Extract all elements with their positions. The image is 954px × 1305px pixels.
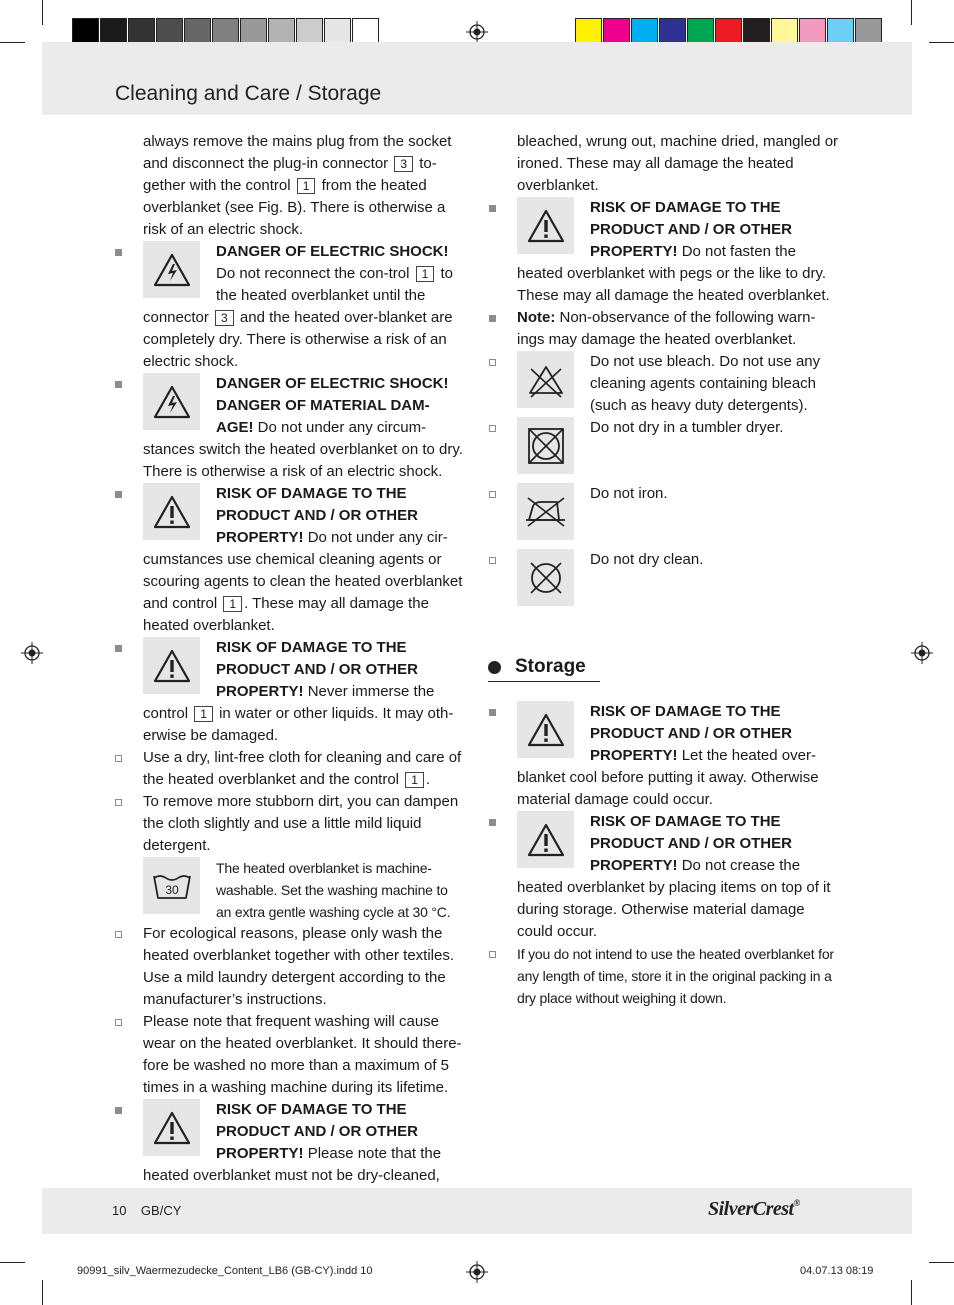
part-ref: 1 bbox=[416, 266, 435, 282]
warning-item: DANGER OF ELECTRIC SHOCK! Do not reconnect the con-trol 1 to the heated overblanket until the connector 3 and the heated over-blanket are completely dry. There is otherwise a risk of an electric shock. bbox=[143, 241, 466, 373]
bullet bbox=[489, 425, 496, 432]
warning-icon bbox=[152, 648, 192, 684]
part-ref: 3 bbox=[215, 310, 234, 326]
no-bleach-icon bbox=[525, 361, 567, 399]
file-slug: 90991_silv_Waermezudecke_Content_LB6 (GB-CY).indd 10 bbox=[77, 1265, 373, 1277]
warning-icon bbox=[152, 494, 192, 530]
bullet bbox=[489, 951, 496, 958]
crop-mark bbox=[929, 1262, 954, 1263]
part-ref: 1 bbox=[223, 596, 242, 612]
list-item: Use a dry, lint-free cloth for cleaning and care of the heated overblanket and the control 1 . bbox=[143, 747, 466, 791]
bullet bbox=[489, 819, 496, 826]
wash-30-icon bbox=[151, 871, 193, 901]
part-ref: 1 bbox=[297, 178, 316, 194]
part-ref: 1 bbox=[194, 706, 213, 722]
bullet bbox=[115, 1019, 122, 1026]
warning-item: RISK OF DAMAGE TO THE PRODUCT AND / OR OTHER PROPERTY! Please note that the heated overblanket must not be dry-cleaned, bbox=[143, 1099, 466, 1187]
warning-icon bbox=[526, 822, 566, 858]
warning-item: DANGER OF ELECTRIC SHOCK! DANGER OF MATERIAL DAM-AGE! Do not under any circum-stances switch the heated overblanket on to dry. There is otherwise a risk of an electric shock. bbox=[143, 373, 466, 483]
bullet bbox=[489, 491, 496, 498]
page-number: 10 GB/CY bbox=[112, 1203, 182, 1218]
registration-mark-icon bbox=[466, 21, 488, 43]
crop-mark bbox=[929, 42, 954, 43]
care-symbol-item: Do not use bleach. Do not use any cleaning agents containing bleach (such as heavy duty detergents). bbox=[517, 351, 840, 417]
no-tumble-dry-icon bbox=[525, 425, 567, 467]
warning-item: RISK OF DAMAGE TO THE PRODUCT AND / OR OTHER PROPERTY! Do not under any cir-cumstances use chemical cleaning agents or scouring agents to clean the heated overblanket and control 1 . These may all damage the heated overblanket. bbox=[143, 483, 466, 637]
crop-mark bbox=[911, 0, 912, 25]
bullet bbox=[489, 709, 496, 716]
bullet bbox=[489, 315, 496, 322]
bullet bbox=[489, 557, 496, 564]
registration-mark-icon bbox=[21, 642, 43, 664]
warning-icon bbox=[152, 1110, 192, 1146]
warning-item: RISK OF DAMAGE TO THE PRODUCT AND / OR OTHER PROPERTY! Do not crease the heated overblanket by placing items on top of it during storage. Otherwise material damage could occur. bbox=[517, 811, 840, 943]
list-item: If you do not intend to use the heated overblanket for any length of time, store it in the original packing in a dry place without weighing it down. bbox=[517, 943, 840, 1009]
list-item: For ecological reasons, please only wash the heated overblanket together with other textiles. Use a mild laundry detergent according to the manufacturer’s instructions. bbox=[143, 923, 466, 1011]
no-dry-clean-icon bbox=[525, 557, 567, 599]
heading-bullet bbox=[488, 661, 501, 674]
care-symbol-item: Do not dry clean. bbox=[517, 549, 840, 615]
intro-paragraph: always remove the mains plug from the socket and disconnect the plug-in connector 3 to-gether with the control 1 from the heated overblanket (see Fig. B). There is otherwise a risk of an electric shock. bbox=[143, 133, 452, 238]
bullet bbox=[115, 491, 122, 498]
bullet bbox=[115, 381, 122, 388]
warning-icon bbox=[526, 208, 566, 244]
part-ref: 1 bbox=[405, 772, 424, 788]
warning-item: RISK OF DAMAGE TO THE PRODUCT AND / OR OTHER PROPERTY! Never immerse the control 1 in water or other liquids. It may oth-erwise be damaged. bbox=[143, 637, 466, 747]
warning-icon bbox=[526, 712, 566, 748]
crop-mark bbox=[911, 1280, 912, 1305]
bullet bbox=[115, 645, 122, 652]
list-item: To remove more stubborn dirt, you can dampen the cloth slightly and use a little mild liquid detergent. bbox=[143, 791, 466, 857]
bullet bbox=[115, 799, 122, 806]
crop-mark bbox=[0, 1262, 25, 1263]
storage-heading: Storage bbox=[488, 656, 586, 678]
page-title: Cleaning and Care / Storage bbox=[115, 82, 382, 105]
left-column bbox=[143, 131, 466, 1187]
date-slug: 04.07.13 08:19 bbox=[800, 1265, 874, 1277]
electric-hazard-icon bbox=[152, 384, 192, 420]
bullet bbox=[115, 755, 122, 762]
storage-section bbox=[517, 701, 840, 1009]
bullet bbox=[489, 205, 496, 212]
care-symbol-item: Do not dry in a tumbler dryer. bbox=[517, 417, 840, 483]
list-item: Please note that frequent washing will cause wear on the heated overblanket. It should there-fore be washed no more than a maximum of 5 times in a washing machine during its lifetime. bbox=[143, 1011, 466, 1099]
warning-item: RISK OF DAMAGE TO THE PRODUCT AND / OR OTHER PROPERTY! Let the heated over-blanket cool before putting it away. Otherwise material damage could occur. bbox=[517, 701, 840, 811]
crop-mark bbox=[42, 1280, 43, 1305]
bullet bbox=[489, 359, 496, 366]
heading-underline bbox=[488, 681, 600, 682]
bullet bbox=[115, 931, 122, 938]
care-symbol-item: Do not iron. bbox=[517, 483, 840, 549]
wash-temp-label: 30 bbox=[164, 882, 179, 897]
bullet bbox=[115, 1107, 122, 1114]
right-column: bleached, wrung out, machine dried, mangled or ironed. These may all damage the heated overblanket. RISK OF DAMAGE TO THE PRODUCT AND / OR OTHER PROPERTY! Do not fasten the heated overblanket with pegs or the like to dry. These may all damage the heated overblanket. Note: Non-observance of the following warn-ings may damage the heated overblanket. Do not use bleach. Do not use any cleaning agents containing bleach (such as heavy duty detergents). Do not dry in a tumbler dryer. Do not iron. Do not dry clean. bbox=[517, 131, 840, 615]
bullet bbox=[115, 249, 122, 256]
warning-item: RISK OF DAMAGE TO THE PRODUCT AND / OR OTHER PROPERTY! Do not fasten the heated overblanket with pegs or the like to dry. These may all damage the heated overblanket. bbox=[517, 197, 840, 307]
registration-mark-icon bbox=[466, 1261, 488, 1283]
no-iron-icon bbox=[523, 494, 569, 530]
electric-hazard-icon bbox=[152, 252, 192, 288]
registration-mark-icon bbox=[911, 642, 933, 664]
part-ref: 3 bbox=[394, 156, 413, 172]
note-item: Note: Non-observance of the following warn-ings may damage the heated overblanket. bbox=[517, 307, 840, 351]
crop-mark bbox=[42, 0, 43, 25]
crop-mark bbox=[0, 42, 25, 43]
list-item: 30 The heated overblanket is machine-washable. Set the washing machine to an extra gentle washing cycle at 30 °C. bbox=[143, 857, 466, 923]
brand-logo: SilverCrest® bbox=[708, 1198, 800, 1220]
